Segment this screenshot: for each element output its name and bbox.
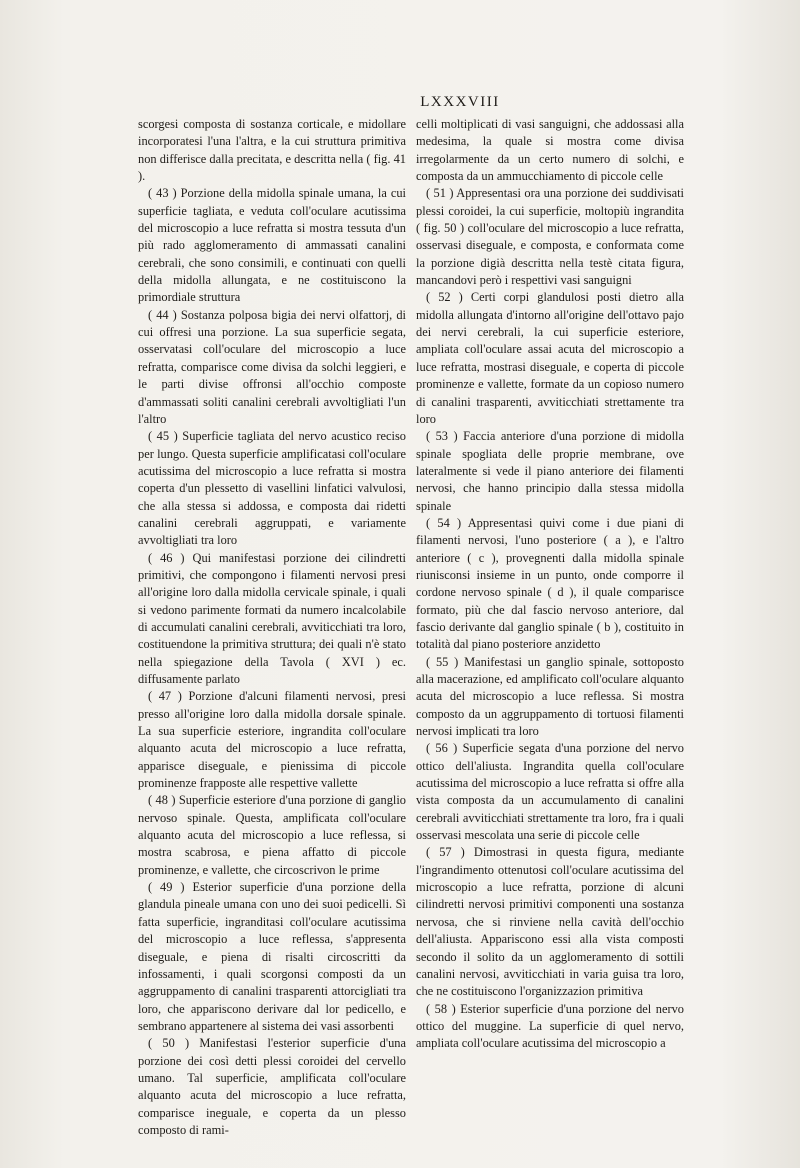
paragraph: ( 55 ) Manifestasi un ganglio spinale, sottoposto alla macerazione, ed amplificato coll'oculare alquanto acuta del microscopio a luce reflessa. Si mostra composto da un aggruppamento di tortuosi filamenti nervosi implicati tra loro [416,654,684,739]
page-number: LXXXVIII [420,94,500,110]
paragraph: ( 51 ) Appresentasi ora una porzione dei suddivisati plessi coroidei, la cui superficie, moltopiù ingrandita ( fig. 50 ) coll'oculare del microscopio a luce refratta, osservasi diseguale, e composta, e conformata come la porzione digià descritta nella testè citata figura, mancandovi però i respettivi vasi sanguigni [416,186,684,288]
paragraph: ( 49 ) Esterior superficie d'una porzione della glandula pineale umana con uno dei suoi pedicelli. Sì fatta superficie, ingranditasi coll'oculare acutissima del microscopio a luce reflessa, s'appresenta diseguale, e piena di risalti circoscritti da infossamenti, i quali scorgonsi composti da un aggruppamento di canalini trasparenti attorcigliati tra loro, che appariscono derivare dal lor pedicello, e sembrano appartenere al sistema dei vasi assorbenti [138,880,406,1033]
paragraph: scorgesi composta di sostanza corticale, e midollare incorporatesi l'una l'altra, e la cui struttura primitiva non differisce dalla precitata, e descritta nella ( fig. 41 ). [138,117,406,184]
paragraph: ( 44 ) Sostanza polposa bigia dei nervi olfattorj, di cui offresi una porzione. La sua superficie segata, osservatasi coll'oculare del microscopio a luce refratta, comparisce come divisa da solchi leggieri, e le parti divise offronsi all'occhio composte d'ammassati soliti canalini cerebrali avvoltigliati l'un l'altro [138,307,406,426]
left-column [138,116,406,1139]
paragraph: ( 46 ) Qui manifestasi porzione dei cilindretti primitivi, che compongono i filamenti nervosi presi all'origine loro dalla midolla cervicale spinale, i quali si vedono parimente formati da numero incalcolabile di accumulati canalini cerebrali, avviticchiati tra loro, costituendone la primitiva struttura; dei quali n'è stato nella spiegazione della Tavola ( XVI ) ec. diffusamente parlato [138,550,406,686]
paragraph: celli moltiplicati di vasi sanguigni, che addossasi alla medesima, la quale si mostra come divisa irregolarmente da un certo numero di solchi, e composta da un ammucchiamento di piccole celle [416,117,684,184]
paragraph: ( 52 ) Certi corpi glandulosi posti dietro alla midolla allungata d'intorno all'origine dell'ottavo pajo dei nervi cerebrali, la cui superficie esteriore, ampliata coll'oculare assai acuta del microscopio a luce refratta, mostrasi diseguale, e coperta di piccole prominenze e vallette, formate da un copioso numero di canalini trasparenti, avviticchiati strettamente tra loro [416,290,684,426]
paragraph: ( 50 ) Manifestasi l'esterior superficie d'una porzione dei così detti plessi coroidei del cervello umano. Tal superficie, amplificata coll'oculare alquanto acuta del microscopio a luce refratta, comparisce ineguale, e coperta da un plesso composto di rami- [138,1036,406,1137]
paragraph: ( 45 ) Superficie tagliata del nervo acustico reciso per lungo. Questa superficie amplificatasi coll'oculare acutissima del microscopio a luce refratta si mostra coperta d'un plessetto di vasellini linfatici valvulosi, che alla stessa si addossa, e composta dai ridetti canalini cerebrali aggruppati, e variamente avvoltigliati tra loro [138,429,406,548]
paragraph: ( 57 ) Dimostrasi in questa figura, mediante l'ingrandimento ottenutosi coll'oculare acutissima del microscopio a luce refratta, porzione di alcuni cilindretti nervosi primitivi componenti una sostanza nervosa, che si rinviene nella cavità dell'occhio dell'aliusta. Appariscono essi alla vista composti secondo il solito da un agglomeramento di sottili canalini nervosi, avviticchiati in varia guisa tra loro, che ne costituiscono l'organizzazion primitiva [416,845,684,999]
paragraph: ( 58 ) Esterior superficie d'una porzione del nervo ottico del muggine. La superficie di quel nervo, ampliata coll'oculare acutissima del microscopio a [416,1001,684,1051]
paragraph: ( 48 ) Superficie esteriore d'una porzione di ganglio nervoso spinale. Questa, amplificata coll'oculare alquanto acuta del microscopio a luce reflessa, si mostra scabrosa, e piena affatto di piccole prominenze, e vallette, che circoscrivon le prime [138,793,406,877]
paragraph: ( 54 ) Appresentasi quivi come i due piani di filamenti nervosi, l'uno posteriore ( a ), e l'altro anteriore ( c ), provegnenti dalla midolla spinale riunisconsi insieme in un punto, onde comporre il cordone nervoso spinale ( d ), il quale comparisce formato, più che dal fascio nervoso anteriore, dal fascio derivante dal ganglio spinale ( b ), costituito in totalità dal piano posteriore anzidetto [416,515,684,652]
paragraph: ( 43 ) Porzione della midolla spinale umana, la cui superficie tagliata, e veduta coll'oculare acutissima del microscopio a luce refratta si mostra tessuta d'un più rado agglomeramento di ammassati canalini cerebrali, che sono consimili, e continuati con quelli della midolla allungata, e ne costituiscono la primordiale struttura [138,186,406,305]
paragraph: ( 56 ) Superficie segata d'una porzione del nervo ottico dell'aliusta. Ingrandita quella coll'oculare acutissima del microscopio a luce refratta si offre alla vista composta da un accumulamento di canalini cerebrali avviticchiati strettamente tra loro, fra i quali osservasi mescolata una serie di piccole celle [416,741,684,843]
paragraph: ( 53 ) Faccia anteriore d'una porzione di midolla spinale spogliata delle proprie membrane, ove lateralmente si vede il piano anteriore dei filamenti nervosi, che hanno principio dalla stessa midolla spinale [416,429,684,513]
paragraph: ( 47 ) Porzione d'alcuni filamenti nervosi, presi presso all'origine loro dalla midolla dorsale spinale. La sua superficie esteriore, ingrandita coll'oculare alquanto acuta del microscopio a luce refratta, apparisce diseguale, e pienissima di piccole prominenze frapposte alle respettive vallette [138,689,406,791]
right-column [416,116,684,1053]
